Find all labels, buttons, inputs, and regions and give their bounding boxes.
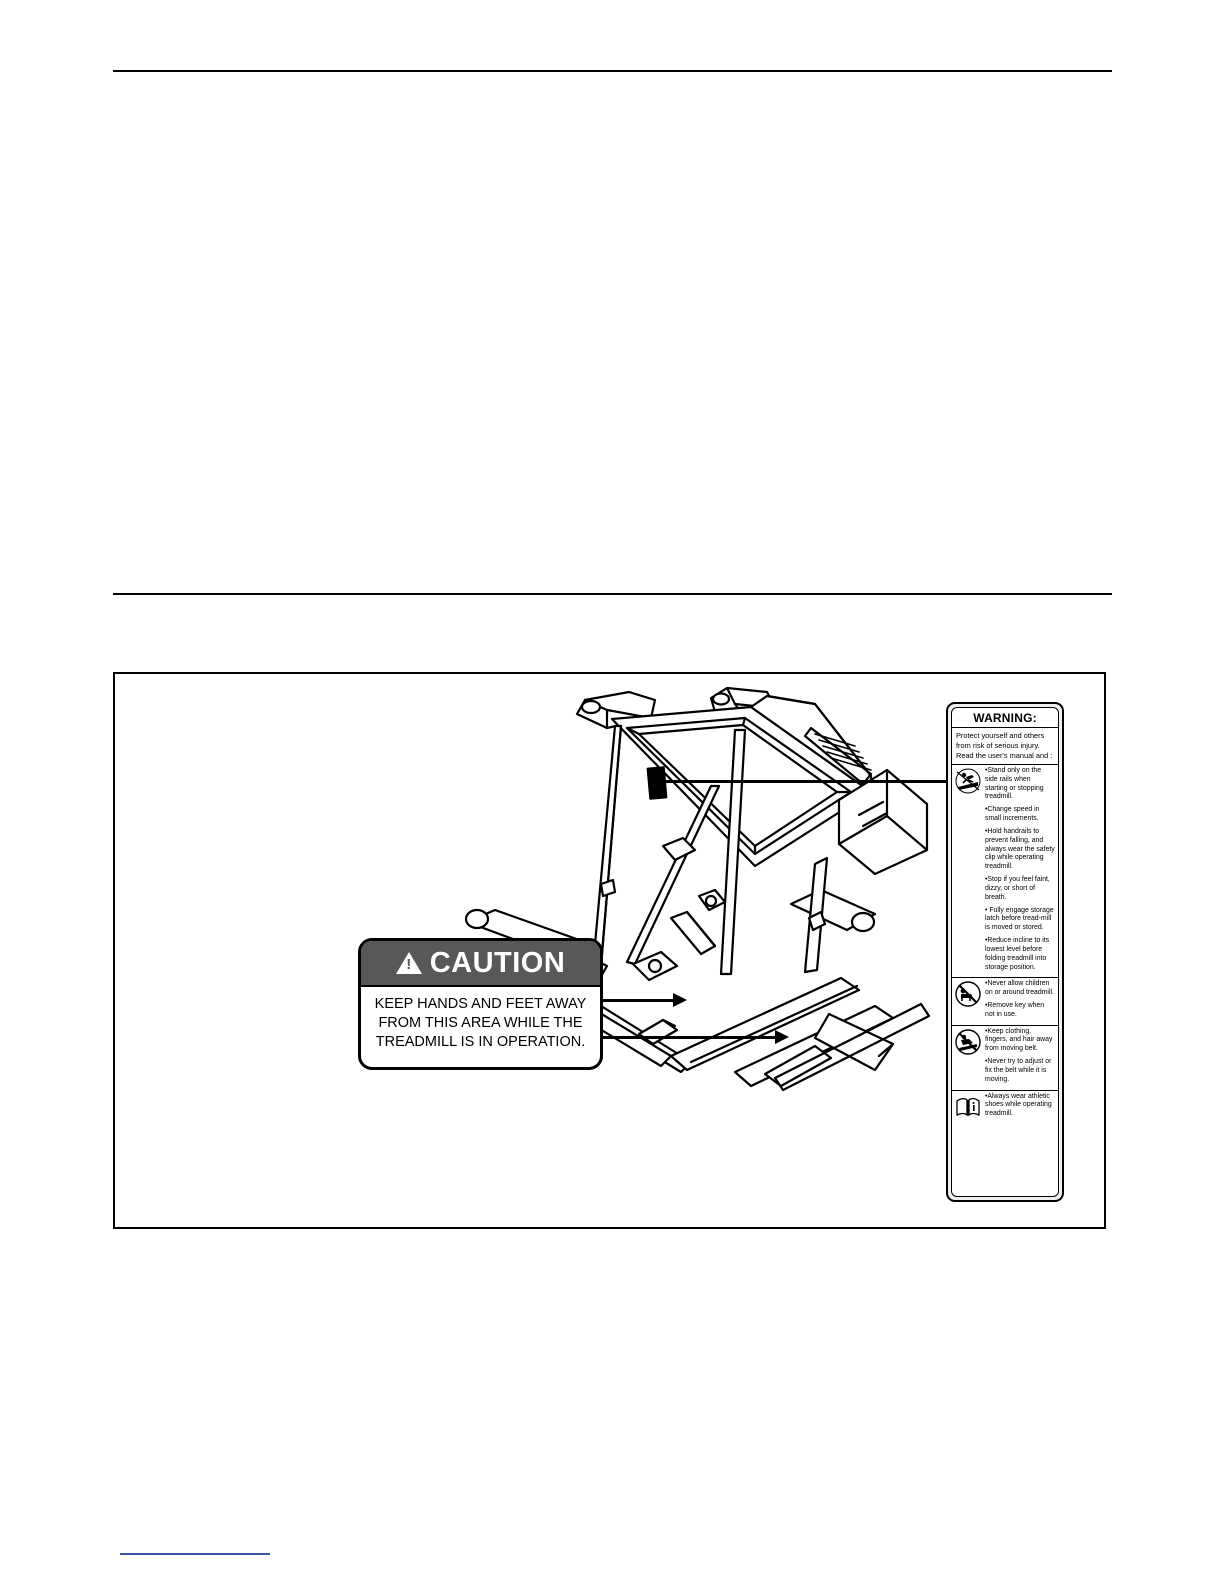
warning-section-footwear: [952, 1091, 1058, 1124]
warning-decal-title: WARNING:: [952, 708, 1058, 728]
caution-line-3: TREADMILL IS IN OPERATION.: [375, 1034, 586, 1051]
section-divider-rule: [113, 593, 1112, 595]
warning-section-safe-use: [952, 765, 1058, 978]
warning-decal-intro: Protect yourself and others from risk of serious injury. Read the user's manual and :: [952, 728, 1058, 765]
header-divider-rule: [113, 70, 1112, 72]
no-loose-clothing-icon: [952, 1026, 984, 1090]
warning-decal: [946, 702, 1064, 1202]
warning-item: •Never allow children on or around treadmill.: [985, 980, 1054, 997]
caution-label: CAUTION: [429, 946, 566, 979]
warning-decal-inner: [951, 707, 1059, 1197]
decal-placement-figure: [113, 672, 1106, 1229]
warning-section-children: [952, 978, 1058, 1025]
warning-section-footwear-items: [984, 1091, 1058, 1124]
footer-link-underline[interactable]: [120, 1553, 270, 1555]
caution-leader-line-lower: [603, 1036, 777, 1039]
caution-line-1: KEEP HANDS AND FEET AWAY: [374, 996, 587, 1012]
warning-item: •Remove key when not in use.: [985, 1002, 1045, 1018]
warning-section-clothing-items: [984, 1026, 1058, 1090]
warning-item: • Fully engage storage latch before tread-mill is moved or stored.: [985, 906, 1054, 932]
warning-item: •Always wear athletic shoes while operating treadmill.: [985, 1092, 1052, 1118]
caution-leader-arrow-lower: [775, 1030, 789, 1044]
caution-decal: [358, 938, 603, 1070]
caution-decal-text: [361, 987, 600, 1052]
no-children-icon: [952, 978, 984, 1024]
warning-triangle-icon: [396, 952, 422, 974]
caution-leader-arrow-upper: [673, 993, 687, 1007]
warning-item: •Reduce incline to its lowest level before folding treadmill into storage position.: [985, 937, 1050, 971]
warning-item: •Keep clothing, fingers, and hair away from moving belt.: [985, 1027, 1053, 1053]
read-manual-book-icon: [952, 1091, 984, 1124]
person-falling-off-treadmill-icon: [952, 765, 984, 977]
warning-item: •Hold handrails to prevent falling, and always wear the safety clip while operating treadmill.: [985, 827, 1055, 871]
warning-item: •Stand only on the side rails when starting or stopping treadmill.: [985, 766, 1044, 801]
warning-leader-line: [663, 780, 948, 783]
warning-item: •Never try to adjust or fix the belt while it is moving.: [985, 1058, 1052, 1083]
caution-leader-line-upper: [603, 999, 675, 1002]
caution-line-2: FROM THIS AREA WHILE THE: [378, 1015, 583, 1032]
warning-item: •Stop if you feel faint, dizzy, or short of breath.: [985, 876, 1050, 901]
warning-item: •Change speed in small increments.: [985, 806, 1040, 823]
caution-decal-header: [361, 941, 600, 987]
warning-section-clothing: [952, 1026, 1058, 1091]
warning-section-safe-use-items: [984, 765, 1058, 977]
warning-leader-arrow: [649, 774, 663, 788]
warning-section-children-items: [984, 978, 1058, 1024]
